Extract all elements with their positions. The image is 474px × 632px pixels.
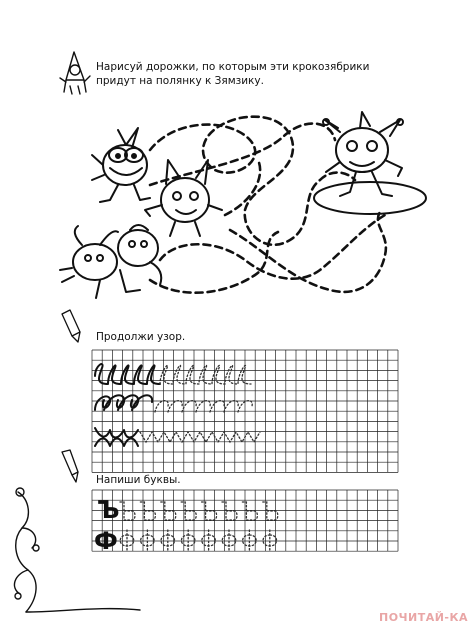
letter-tracing-row-1: [120, 502, 278, 520]
pattern-instruction: Продолжи узор.: [96, 331, 186, 343]
sample-letter-hard-sign: Ъ: [97, 496, 120, 524]
letter-row-1: [97, 497, 120, 523]
letter-row-2: [94, 528, 118, 554]
pattern-row-3: [95, 428, 260, 446]
gnome-icon: [60, 52, 90, 94]
pencil-icon: [62, 310, 80, 342]
maze-paths: [150, 117, 386, 293]
bird-creature: [92, 128, 150, 202]
letters-instruction: Напиши буквы.: [96, 474, 181, 486]
maze-instruction: Нарисуй дорожки, по которым эти крокозябрики придут на полянку к Зямзику.: [96, 61, 370, 87]
dragon-creature: [60, 225, 161, 298]
logo-text: ПОЧИТАЙ-КА: [379, 611, 468, 624]
pen-icon: [62, 450, 78, 482]
cat-creature: [145, 160, 222, 236]
jester-creature: [314, 112, 426, 214]
sample-letter-ef: Ф: [94, 527, 118, 555]
ornament-icon: [14, 488, 140, 612]
pattern-row-1: [95, 364, 251, 384]
letters-grid: [92, 490, 398, 551]
